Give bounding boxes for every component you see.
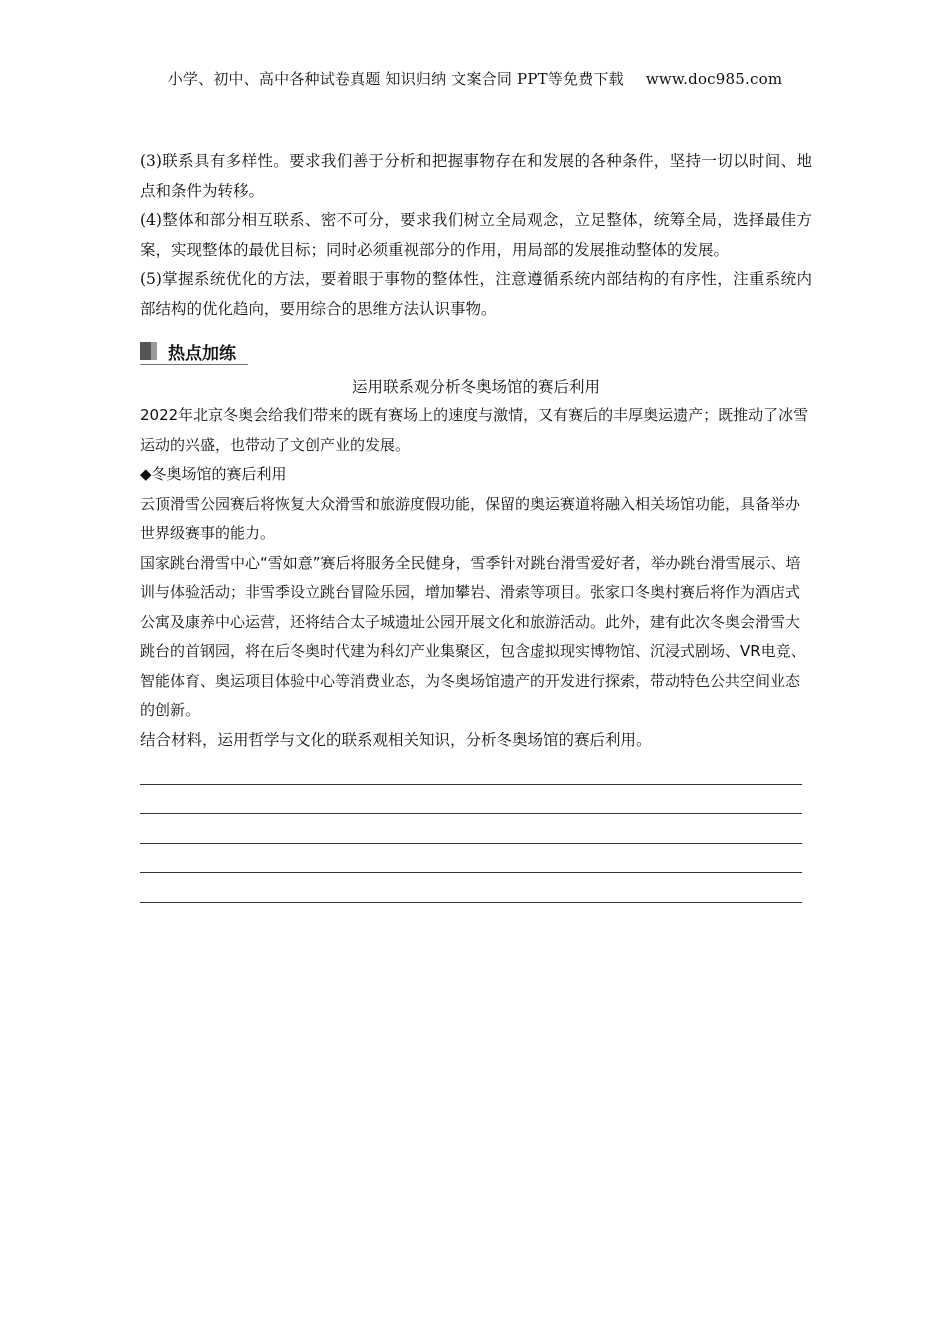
- point-5: (5)掌握系统优化的方法，要着眼于事物的整体性，注意遵循系统内部结构的有序性，注重系统内部结构的优化趋向，要用综合的思维方法认识事物。: [140, 270, 812, 318]
- material-paragraph-intro: 2022年北京冬奥会给我们带来的既有赛场上的速度与激情，又有赛后的丰厚奥运遗产；既推动了冰雪运动的兴盛，也带动了文创产业的发展。: [140, 406, 809, 454]
- answer-line[interactable]: [140, 755, 802, 785]
- header-site: www.doc985.com: [645, 70, 783, 88]
- material-paragraph-venues: 国家跳台滑雪中心“雪如意”赛后将服务全民健身，雪季针对跳台滑雪爱好者，举办跳台滑雪展示、培训与体验活动；非雪季设立跳台冒险乐园，增加攀岩、滑索等项目。张家口冬奥村赛后将作为酒店式公寓及康养中心运营，还将结合太子城遗址公园开展文化和旅游活动。此外，建有此次冬奥会滑雪大跳台的首钢园，将在后冬奥时代建为科幻产业集聚区，包含虚拟现实博物馆、沉浸式剧场、VR电竞、智能体育、奥运项目体验中心等消费业态，为冬奥场馆遗产的开发进行探索，带动特色公共空间业态的创新。: [140, 553, 806, 719]
- section-heading: [140, 338, 248, 365]
- section-title: 热点加练: [168, 343, 236, 364]
- material-subheading: ◆冬奥场馆的赛后利用: [140, 465, 287, 483]
- material-title: 运用联系观分析冬奥场馆的赛后利用: [351, 378, 600, 396]
- material-paragraph-yunding: 云顶滑雪公园赛后将恢复大众滑雪和旅游度假功能，保留的奥运赛道将融入相关场馆功能，具备举办世界级赛事的能力。: [140, 494, 801, 542]
- answer-line[interactable]: [140, 814, 802, 844]
- answer-line[interactable]: [140, 873, 802, 903]
- answer-line[interactable]: [140, 785, 802, 815]
- question-prompt: 结合材料，运用哲学与文化的联系观相关知识，分析冬奥场馆的赛后利用。: [140, 730, 652, 749]
- header-text: 小学、初中、高中各种试卷真题 知识归纳 文案合同 PPT等免费下载: [167, 70, 624, 88]
- point-4: (4)整体和部分相互联系、密不可分，要求我们树立全局观念，立足整体，统筹全局，选择最佳方案，实现整体的最优目标；同时必须重视部分的作用，用局部的发展推动整体的发展。: [140, 211, 812, 259]
- point-3: (3)联系具有多样性。要求我们善于分析和把握事物存在和发展的各种条件，坚持一切以时间、地点和条件为转移。: [140, 152, 812, 200]
- document-content: [140, 147, 812, 903]
- page-header: [0, 68, 950, 89]
- section-marker-accent: [151, 342, 157, 360]
- answer-line[interactable]: [140, 844, 802, 874]
- answer-area[interactable]: [140, 755, 812, 903]
